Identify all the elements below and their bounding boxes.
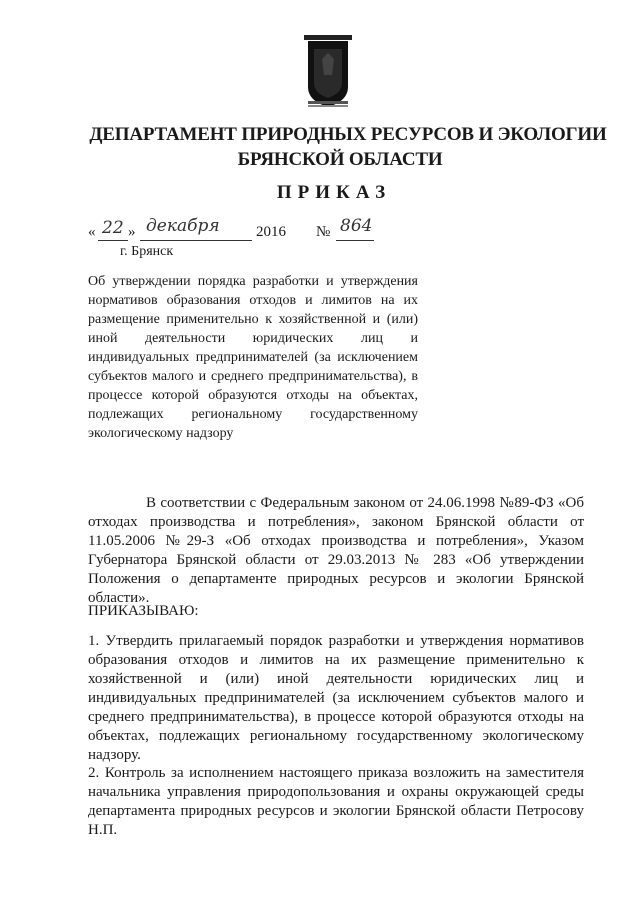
coat-of-arms-icon [304,35,352,110]
order-subject [88,272,418,443]
document-type-title: ПРИКАЗ [276,182,392,203]
subject-text: Об утверждении порядка разработки и утверждения нормативов образования отходов и лимитов на их размещение применительно к хозяйственной и (или) иной деятельности юридических лиц и индивидуальных предпринимателей (за исключением субъектов малого и среднего предпринимательства), в процессе которой образуются отходы на объектах, подлежащих региональному государственному экологическому надзору [88,274,418,441]
date-day: 22 [102,218,124,238]
date-month: декабря [146,216,220,236]
order-word: ПРИКАЗЫВАЮ: [88,603,199,619]
date-year: 2016 [256,224,286,240]
open-quote: « [88,224,96,240]
preamble [88,494,584,608]
close-quote: » [128,224,136,240]
preamble-text: В соответствии с Федеральным законом от 24.06.1998 №89-ФЗ «Об отходах производства и потребления», законом Брянской области от 11.05.2006 №29-З «Об отходах производства и потребления», Указом Губернатора Брянской области от 29.03.2013 № 283 «Об утверждении Положения о департаменте природных ресурсов и экологии Брянской области». [88,495,584,606]
department-title-line1: ДЕПАРТАМЕНТ ПРИРОДНЫХ РЕСУРСОВ И ЭКОЛОГИИ [89,124,607,145]
city-label: г. Брянск [120,244,174,259]
order-number: 864 [340,216,373,236]
order-item-2 [88,764,584,840]
order-item-1 [88,632,584,765]
number-label: № [316,224,331,240]
order-item-text: 1. Утвердить прилагаемый порядок разработки и утверждения нормативов образования отходов и лимитов на их размещение применительно к хозяйственной и (или) иной деятельности юридических лиц и индивидуальных предпринимателей (за исключением субъектов малого и среднего предпринимательства), в процессе которой образуются отходы на объектах, подлежащих региональному государственному экологическому надзору. [88,633,584,763]
department-title-line2: БРЯНСКОЙ ОБЛАСТИ [237,149,443,170]
order-item-text: 2. Контроль за исполнением настоящего приказа возложить на заместителя начальника управления природопользования и охраны окружающей среды департамента природных ресурсов и экологии Брянской области Петросову Н.П. [88,765,584,838]
